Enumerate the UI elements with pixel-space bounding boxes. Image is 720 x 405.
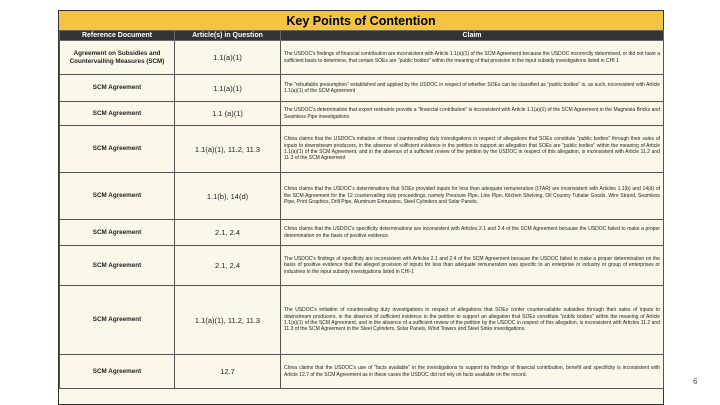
page-title: Key Points of Contention — [59, 11, 663, 30]
articles-cell: 1.1(a)(1) — [175, 41, 281, 75]
header-claim: Claim — [281, 31, 664, 41]
articles-cell: 1.1 (a)(1) — [175, 102, 281, 126]
reference-document-cell: SCM Agreement — [60, 220, 175, 246]
table-row — [60, 173, 664, 220]
table-header-row — [60, 31, 664, 41]
table-row — [60, 41, 664, 75]
articles-cell: 1.1(a)(1), 11.2, 11.3 — [175, 126, 281, 173]
page-number: 6 — [693, 377, 698, 386]
table-row — [60, 126, 664, 173]
claim-cell: The USDOC's initiation of countervailing duty investigations in respect of allegations that SOEs confer countervailable subsidies through their sales of inputs to downstream producers, in the absence of sufficient evidence in the petition to support an allegation that SOEs constitute "public bodies" within the meaning of Article 1.1(a)(1) of the SCM Agreement, and in the absence of a sufficient review of the petition by the USDOC in respect of this allegation, is inconsistent with Articles 11.2 and 11.3 of the SCM Agreement in the Steel Cylinders, Solar Panels, Wind Towers and Steel Sinks investigations. — [281, 286, 664, 355]
reference-document-cell: SCM Agreement — [60, 126, 175, 173]
table-row — [60, 75, 664, 102]
contention-table-frame — [58, 10, 664, 405]
contention-table — [59, 30, 664, 389]
table-row — [60, 286, 664, 355]
reference-document-cell: SCM Agreement — [60, 286, 175, 355]
reference-document-cell: SCM Agreement — [60, 246, 175, 286]
claim-cell: The USDOC's findings of financial contribution are inconsistent with Article 1.1(a)(1) of the SCM Agreement because the USDOC incorrectly determined, or did not have a sufficient basis to determine, that certain SOEs are "public bodies" within the meaning of that provision in the input subsidy investigations listed in CHI 1 — [281, 41, 664, 75]
claim-cell: The USDOC's determination that export restraints provide a "financial contribution" is inconsistent with Article 1.1(a)(1) of the SCM Agreement in the Magnesia Bricks and Seamless Pipe investigations. — [281, 102, 664, 126]
articles-cell: 1.1(b), 14(d) — [175, 173, 281, 220]
reference-document-cell: SCM Agreement — [60, 102, 175, 126]
claim-cell: The "rebuttable presumption" established and applied by the USDOC in respect of whether SOEs can be classified as "public bodies" is, as such, inconsistent with Article 1.1(a)(1) of the SCM Agreement — [281, 75, 664, 102]
claim-cell: China claims that the USDOC's use of "facts available" in the investigations to support its findings of financial contribution, benefit and specificity is inconsistent with Article 12.7 of the SCM Agreement as in these cases the USDOC did not rely on facts available on the record. — [281, 355, 664, 389]
articles-cell: 2.1, 2.4 — [175, 220, 281, 246]
table-row — [60, 220, 664, 246]
reference-document-cell: SCM Agreement — [60, 75, 175, 102]
articles-cell: 12.7 — [175, 355, 281, 389]
reference-document-cell: SCM Agreement — [60, 355, 175, 389]
claim-cell: The USDOC's findings of specificity are inconsistent with Articles 2.1 and 2.4 of the SCM Agreement because the USDOC failed to make a proper determination on the basis of positive evidence that the alleged provision of inputs for less than adequate remuneration was specific to an enterprise or industry or group of enterprises or industries in the input subsidy investigations listed in CHI-1 — [281, 246, 664, 286]
header-articles: Article(s) in Question — [175, 31, 281, 41]
reference-document-cell: SCM Agreement — [60, 173, 175, 220]
claim-cell: China claims that the USDOC's specificity determinations are inconsistent with Articles 2.1 and 2.4 of the SCM Agreement because the USDOC failed to make a proper determination on the basis of positive evidence. — [281, 220, 664, 246]
articles-cell: 2.1, 2.4 — [175, 246, 281, 286]
header-reference-document: Reference Document — [60, 31, 175, 41]
table-row — [60, 355, 664, 389]
claim-cell: China claims that the USDOC's initiation of these countervailing duty investigations in respect of allegations that SOEs constitute "public bodies" through their sales of inputs to downstream producers, in the absence of sufficient evidence in the petition to support an allegation that SOEs are "public bodies" within the meaning of Article 1.1(a)(1) of the SCM Agreement, and in the absence of a sufficient review of the petition by the USDOC in respect of this allegation, is inconsistent with Article 11.2 and 11.3 of the SCM Agreement — [281, 126, 664, 173]
articles-cell: 1.1(a)(1) — [175, 75, 281, 102]
table-row — [60, 246, 664, 286]
articles-cell: 1.1(a)(1), 11.2, 11.3 — [175, 286, 281, 355]
claim-cell: China claims that the USDOC's determinations that SOEs provided inputs for less than adequate remuneration (LTAR) are inconsistent with Articles 1.1(b) and 14(d) of the SCM Agreement for the 12 countervailing duty proceedings, namely Pressure Pipe, Line Pipe, Kitchen Shelving, Oil Country Tubular Goods, Wire Strand, Seamless Pipe, Print Graphics, Drill Pipe, Aluminum Extrusions, Steel Cylinders and Solar Panels. — [281, 173, 664, 220]
table-row — [60, 102, 664, 126]
reference-document-cell: Agreement on Subsidies and Countervailing Measures (SCM) — [60, 41, 175, 75]
